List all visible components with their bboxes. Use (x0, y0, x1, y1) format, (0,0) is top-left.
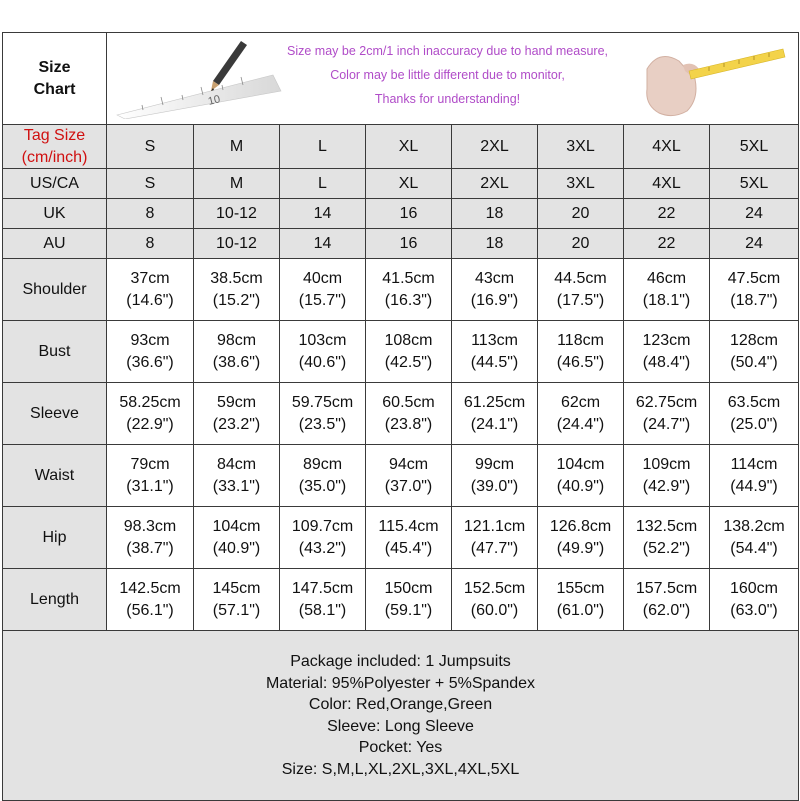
region-cell: 18 (452, 229, 538, 259)
measure-cell (280, 321, 366, 383)
measure-cell (538, 507, 624, 569)
measure-inch: (22.9") (126, 415, 174, 433)
region-cell: 24 (710, 229, 799, 259)
measure-cm: 138.2cm (723, 518, 785, 536)
measure-cm: 89cm (302, 456, 343, 474)
tag-size-line-2: (cm/inch) (21, 148, 88, 166)
region-cell: 18 (452, 199, 538, 229)
header-row (3, 33, 799, 125)
measure-cell (107, 383, 194, 445)
measure-cell (194, 507, 280, 569)
measure-inch: (17.5") (556, 291, 605, 309)
measure-cm: 46cm (646, 270, 687, 288)
measure-cell (280, 383, 366, 445)
size-chart-title (3, 33, 107, 125)
measure-cm: 150cm (384, 580, 433, 598)
note-line-2: Color may be little different due to monitor, (330, 68, 565, 82)
region-row-us-ca (3, 169, 799, 199)
measure-cm: 113cm (471, 332, 518, 350)
region-cell: 22 (624, 199, 710, 229)
measure-inch: (23.2") (212, 415, 261, 433)
measure-cell (194, 445, 280, 507)
measure-cm: 79cm (130, 456, 170, 474)
measure-cell (710, 321, 799, 383)
measure-cm: 152.5cm (463, 580, 526, 598)
measure-inch: (57.1") (212, 601, 261, 619)
measure-cell (710, 569, 799, 631)
measure-label: Hip (3, 507, 107, 569)
ruler-pencil-icon (113, 37, 283, 119)
measure-inch: (24.1") (470, 415, 519, 433)
measure-cell (624, 569, 710, 631)
measure-inch: (46.5") (556, 353, 605, 371)
measure-cell (107, 259, 194, 321)
measure-cell (366, 383, 452, 445)
region-cell: 20 (538, 229, 624, 259)
measure-cm: 109.7cm (291, 518, 354, 536)
measure-cm: 38.5cm (210, 270, 263, 288)
region-label: US/CA (3, 169, 107, 199)
measure-inch: (24.7") (642, 415, 691, 433)
measure-cell (538, 259, 624, 321)
measure-inch: (14.6") (126, 291, 174, 309)
measure-cell (280, 569, 366, 631)
measure-inch: (44.9") (730, 477, 778, 495)
measure-cell (624, 507, 710, 569)
measure-cm: 99cm (474, 456, 515, 474)
region-cell: 2XL (452, 169, 538, 199)
tag-size-cell: 5XL (710, 125, 799, 169)
measure-inch: (23.8") (384, 415, 433, 433)
measure-cell (366, 569, 452, 631)
measure-inch: (56.1") (126, 601, 174, 619)
measure-cm: 104cm (212, 518, 261, 536)
measure-cm: 109cm (642, 456, 691, 474)
measure-inch: (54.4") (730, 539, 778, 557)
measure-cell (194, 569, 280, 631)
measure-inch: (47.7") (470, 539, 519, 557)
measure-inch: (33.1") (212, 477, 261, 495)
measure-cm: 40cm (302, 270, 343, 288)
measure-cm: 84cm (216, 456, 257, 474)
title-line-1: Size (38, 58, 71, 76)
measure-cm: 59cm (216, 394, 257, 412)
measure-cell (710, 383, 799, 445)
measure-cell (452, 507, 538, 569)
info-row (3, 631, 799, 801)
region-cell: 4XL (624, 169, 710, 199)
note-line-1: Size may be 2cm/1 inch inaccuracy due to hand measure, (287, 44, 609, 58)
region-cell: 5XL (710, 169, 799, 199)
measure-inch: (25.0") (730, 415, 778, 433)
measure-row-sleeve (3, 383, 799, 445)
tag-size-label (3, 125, 107, 169)
measure-cell (452, 321, 538, 383)
tag-size-row (3, 125, 799, 169)
tag-size-line-1: Tag Size (23, 127, 86, 144)
measure-label: Waist (3, 445, 107, 507)
measure-cell (107, 569, 194, 631)
measure-cm: 160cm (729, 580, 779, 598)
title-line-2: Chart (33, 80, 76, 98)
measure-inch: (50.4") (730, 353, 778, 371)
measure-cell (452, 259, 538, 321)
measure-cm: 93cm (130, 332, 170, 350)
size-chart (2, 32, 798, 796)
measure-cell (452, 445, 538, 507)
measure-cm: 114cm (730, 456, 778, 474)
region-cell: 22 (624, 229, 710, 259)
measure-cell (194, 259, 280, 321)
measure-cell (366, 321, 452, 383)
measure-cm: 145cm (212, 580, 261, 598)
measure-cell (624, 445, 710, 507)
measure-cm: 94cm (388, 456, 429, 474)
measure-cell (107, 321, 194, 383)
measure-inch: (59.1") (384, 601, 433, 619)
region-cell: 10-12 (194, 229, 280, 259)
measure-inch: (31.1") (126, 477, 174, 495)
measure-inch: (62.0") (642, 601, 691, 619)
measure-cm: 128cm (729, 332, 779, 350)
measure-inch: (44.5") (470, 353, 519, 371)
measure-inch: (42.5") (384, 353, 433, 371)
measure-inch: (60.0") (470, 601, 519, 619)
region-cell: XL (366, 169, 452, 199)
measure-inch: (24.4") (556, 415, 605, 433)
measure-inch: (45.4") (384, 539, 433, 557)
measure-label: Length (3, 569, 107, 631)
region-cell: 24 (710, 199, 799, 229)
region-cell: 14 (280, 199, 366, 229)
region-cell: 16 (366, 229, 452, 259)
measure-cell (280, 259, 366, 321)
measure-label: Bust (3, 321, 107, 383)
measure-inch: (23.5") (298, 415, 347, 433)
measure-cm: 157.5cm (635, 580, 698, 598)
measure-cell (624, 383, 710, 445)
measure-inch: (38.7") (126, 539, 174, 557)
measure-row-length (3, 569, 799, 631)
info-sleeve: Sleeve: Long Sleeve (327, 717, 474, 735)
info-material: Material: 95%Polyester + 5%Spandex (265, 674, 536, 692)
measure-cm: 142.5cm (119, 580, 181, 598)
region-cell: 14 (280, 229, 366, 259)
region-row-au (3, 229, 799, 259)
measure-inch: (15.2") (212, 291, 261, 309)
tag-size-cell: S (107, 125, 194, 169)
measurement-notice-banner (107, 33, 799, 125)
measure-cell (107, 507, 194, 569)
measure-label: Shoulder (3, 259, 107, 321)
region-cell: 20 (538, 199, 624, 229)
measure-inch: (48.4") (642, 353, 691, 371)
measure-row-shoulder (3, 259, 799, 321)
product-info (3, 631, 799, 801)
measure-inch: (58.1") (298, 601, 347, 619)
measure-cm: 63.5cm (727, 394, 781, 412)
measure-cm: 60.5cm (382, 394, 435, 412)
size-table (2, 32, 799, 801)
region-cell: 8 (107, 199, 194, 229)
tag-size-cell: XL (366, 125, 452, 169)
region-cell: S (107, 169, 194, 199)
region-label: UK (3, 199, 107, 229)
ruler-number: 10 (206, 93, 222, 108)
hand-measuring-tape-icon (639, 39, 789, 119)
measure-inch: (49.9") (556, 539, 605, 557)
measure-cm: 104cm (556, 456, 605, 474)
region-row-uk (3, 199, 799, 229)
measure-inch: (63.0") (730, 601, 778, 619)
measure-label: Sleeve (3, 383, 107, 445)
measure-cm: 59.75cm (291, 394, 354, 412)
tag-size-cell: 3XL (538, 125, 624, 169)
region-cell: 8 (107, 229, 194, 259)
measure-cm: 147.5cm (291, 580, 354, 598)
measure-cm: 98.3cm (123, 518, 177, 536)
measure-inch: (16.9") (470, 291, 519, 309)
measure-cm: 155cm (556, 580, 605, 598)
measure-cm: 121.1cm (463, 518, 526, 536)
measure-inch: (52.2") (642, 539, 691, 557)
measure-inch: (39.0") (470, 477, 519, 495)
measure-cell (280, 507, 366, 569)
region-cell: M (194, 169, 280, 199)
measure-inch: (35.0") (298, 477, 347, 495)
measure-cell (538, 383, 624, 445)
measure-cm: 126.8cm (549, 518, 612, 536)
measure-inch: (15.7") (298, 291, 347, 309)
measure-cell (280, 445, 366, 507)
measure-inch: (18.7") (730, 291, 778, 309)
region-cell: 10-12 (194, 199, 280, 229)
info-color: Color: Red,Orange,Green (308, 696, 493, 714)
measure-cell (366, 445, 452, 507)
measure-inch: (42.9") (642, 477, 691, 495)
measure-row-waist (3, 445, 799, 507)
measure-cell (710, 507, 799, 569)
tag-size-cell: L (280, 125, 366, 169)
measure-cell (538, 569, 624, 631)
measure-cell (624, 259, 710, 321)
measure-row-bust (3, 321, 799, 383)
measure-inch: (36.6") (126, 353, 174, 371)
info-size: Size: S,M,L,XL,2XL,3XL,4XL,5XL (281, 760, 520, 778)
measure-cm: 123cm (642, 332, 691, 350)
measure-inch: (40.9") (556, 477, 605, 495)
measure-cm: 62cm (560, 394, 601, 412)
measure-cm: 108cm (384, 332, 433, 350)
measure-cm: 118cm (557, 332, 604, 350)
measure-inch: (43.2") (298, 539, 347, 557)
measure-inch: (16.3") (384, 291, 433, 309)
measure-cm: 61.25cm (463, 394, 526, 412)
banner-notes (287, 39, 608, 111)
region-cell: 3XL (538, 169, 624, 199)
measure-cm: 98cm (216, 332, 257, 350)
measure-cell (194, 321, 280, 383)
measure-cm: 43cm (474, 270, 515, 288)
measure-inch: (40.9") (212, 539, 261, 557)
measure-cell (710, 259, 799, 321)
measure-inch: (38.6") (212, 353, 261, 371)
measure-cm: 58.25cm (119, 394, 181, 412)
info-pocket: Pocket: Yes (358, 739, 443, 757)
region-label: AU (3, 229, 107, 259)
measure-cell (710, 445, 799, 507)
measure-cell (538, 321, 624, 383)
note-line-3: Thanks for understanding! (374, 92, 521, 106)
measure-cell (194, 383, 280, 445)
measure-cm: 37cm (130, 270, 170, 288)
measure-cell (538, 445, 624, 507)
measure-cell (452, 383, 538, 445)
measure-cm: 41.5cm (382, 270, 435, 288)
measurement-rows (3, 259, 799, 631)
measure-cm: 103cm (298, 332, 347, 350)
measure-inch: (61.0") (556, 601, 605, 619)
measure-cm: 62.75cm (635, 394, 698, 412)
measure-cell (624, 321, 710, 383)
measure-cm: 47.5cm (727, 270, 781, 288)
measure-cell (452, 569, 538, 631)
measure-cm: 132.5cm (635, 518, 698, 536)
measure-cell (366, 507, 452, 569)
region-cell: L (280, 169, 366, 199)
measure-cell (366, 259, 452, 321)
tag-size-cell: 4XL (624, 125, 710, 169)
measure-inch: (18.1") (642, 291, 691, 309)
measure-cell (107, 445, 194, 507)
measure-row-hip (3, 507, 799, 569)
info-package: Package included: 1 Jumpsuits (290, 652, 511, 670)
measure-inch: (37.0") (384, 477, 433, 495)
tag-size-cell: 2XL (452, 125, 538, 169)
measure-cm: 44.5cm (554, 270, 607, 288)
measure-cm: 115.4cm (378, 518, 439, 536)
measure-inch: (40.6") (298, 353, 347, 371)
region-cell: 16 (366, 199, 452, 229)
tag-size-cell: M (194, 125, 280, 169)
